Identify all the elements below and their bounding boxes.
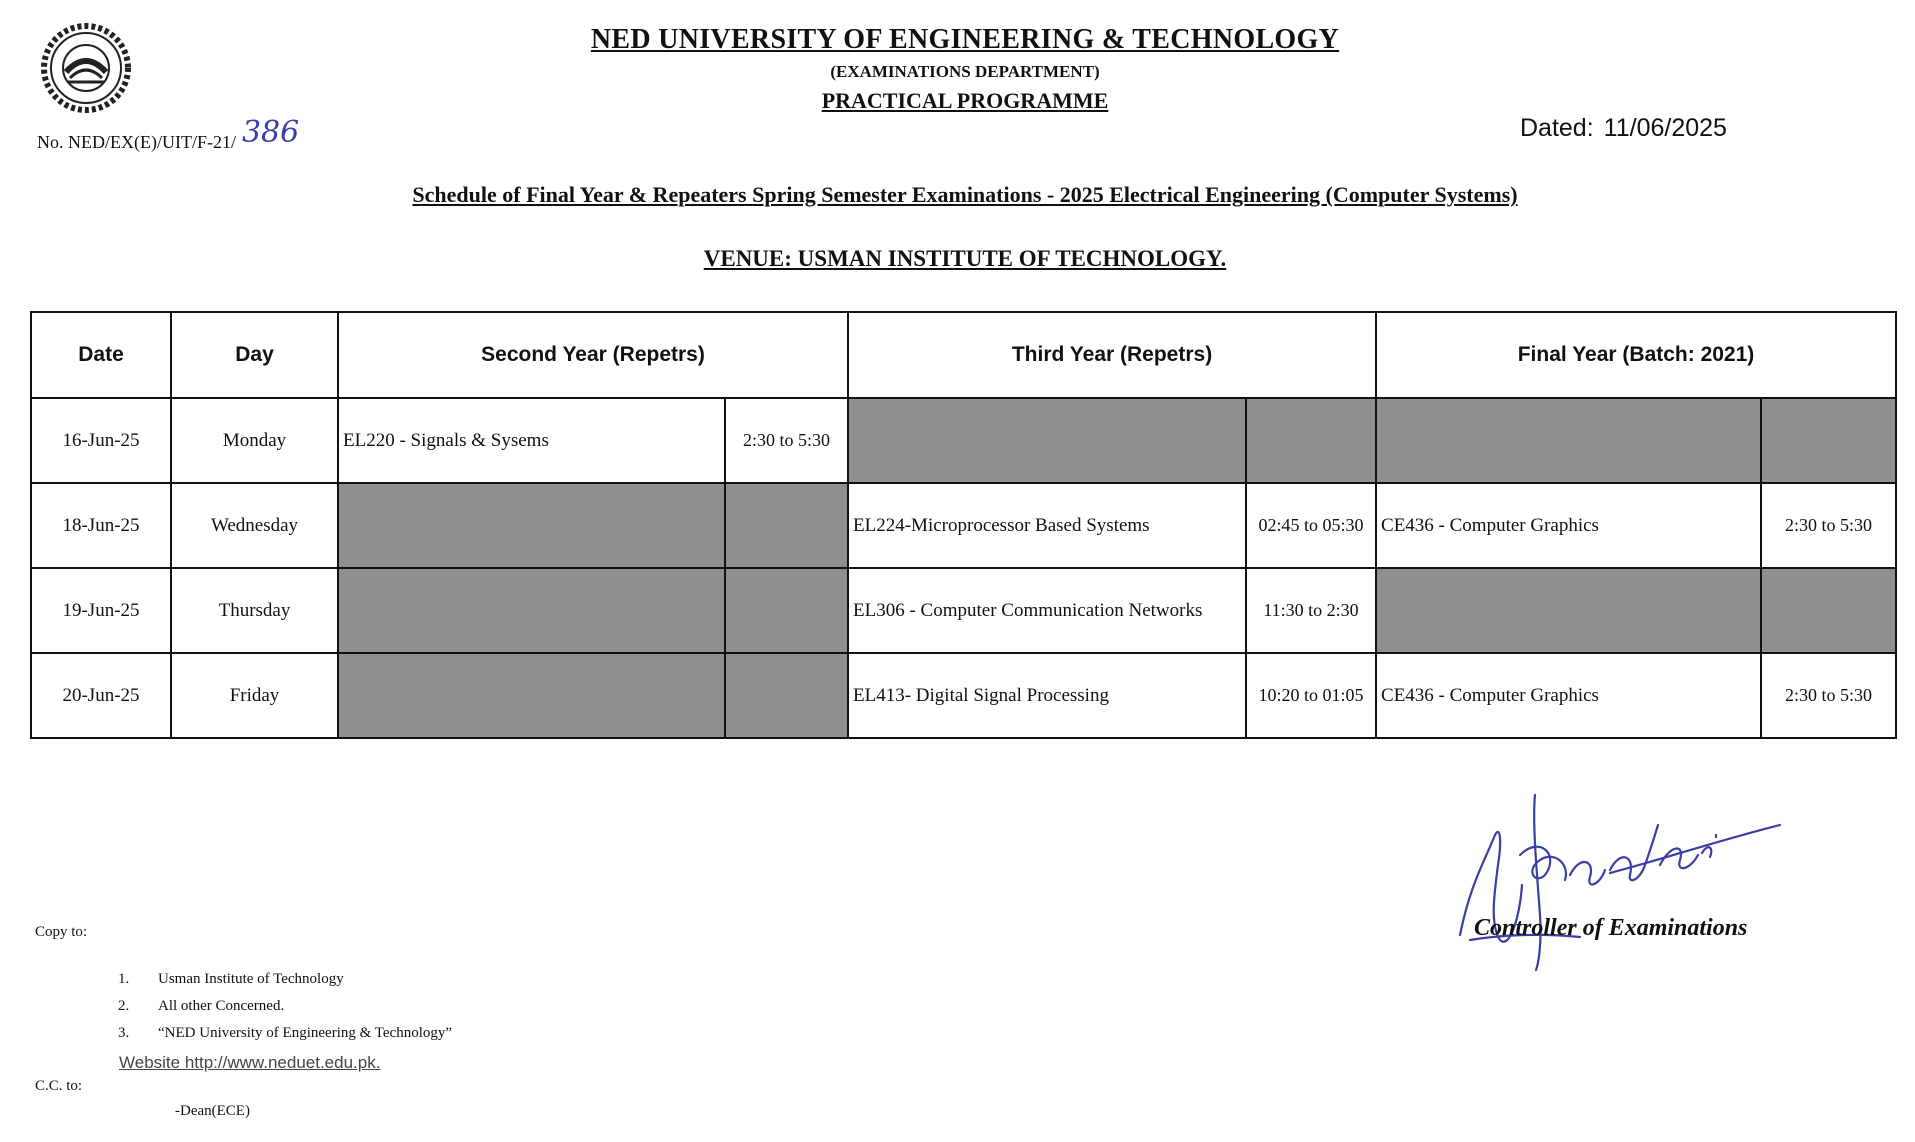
list-item-text: “NED University of Engineering & Technology”: [158, 1025, 453, 1041]
header-third-year: Third Year (Repetrs): [848, 312, 1376, 398]
list-item: [118, 998, 452, 1025]
header-second-year: Second Year (Repetrs): [338, 312, 848, 398]
cell-third-course: EL224-Microprocessor Based Systems: [848, 483, 1246, 568]
cell-second-time: [725, 653, 848, 738]
copy-to-label: Copy to:: [35, 924, 88, 940]
department-name: (EXAMINATIONS DEPARTMENT): [830, 62, 1100, 81]
table-header-row: [31, 312, 1896, 398]
cell-final-course: CE436 - Computer Graphics: [1376, 653, 1761, 738]
reference-number-text: No. NED/EX(E)/UIT/F-21/: [37, 132, 236, 152]
table-row: [31, 568, 1896, 653]
table-row: [31, 398, 1896, 483]
cell-third-course: EL413- Digital Signal Processing: [848, 653, 1246, 738]
cell-second-time: [725, 568, 848, 653]
cell-final-time: [1761, 398, 1896, 483]
cell-second-time: 2:30 to 5:30: [725, 398, 848, 483]
dated-value: 11/06/2025: [1603, 114, 1727, 142]
cell-third-course: [848, 398, 1246, 483]
list-item-number: 3.: [118, 1025, 130, 1041]
header-day: Day: [171, 312, 338, 398]
cell-second-course: [338, 483, 725, 568]
list-item-text: All other Concerned.: [158, 998, 285, 1014]
cell-date: 18-Jun-25: [31, 483, 171, 568]
programme-title: PRACTICAL PROGRAMME: [821, 88, 1109, 113]
dated-label: Dated:: [1520, 114, 1594, 142]
cell-final-time: 2:30 to 5:30: [1761, 653, 1896, 738]
table-row: [31, 653, 1896, 738]
list-item-number: 1.: [118, 971, 130, 987]
cell-date: 16-Jun-25: [31, 398, 171, 483]
cc-item: -Dean(ECE): [175, 1103, 250, 1119]
cc-label: C.C. to:: [35, 1078, 83, 1094]
cell-day: Friday: [171, 653, 338, 738]
cell-final-course: CE436 - Computer Graphics: [1376, 483, 1761, 568]
cell-second-time: [725, 483, 848, 568]
cell-third-time: [1246, 398, 1376, 483]
website-link[interactable]: Website http://www.neduet.edu.pk.: [119, 1053, 381, 1072]
list-item: [118, 1025, 452, 1052]
venue-title: VENUE: USMAN INSTITUTE OF TECHNOLOGY.: [703, 246, 1227, 271]
controller-of-examinations: Controller of Examinations: [1474, 915, 1748, 941]
cell-day: Thursday: [171, 568, 338, 653]
cell-date: 20-Jun-25: [31, 653, 171, 738]
cell-final-time: 2:30 to 5:30: [1761, 483, 1896, 568]
list-item-number: 2.: [118, 998, 130, 1014]
cell-second-course: [338, 568, 725, 653]
cell-day: Monday: [171, 398, 338, 483]
university-name: NED UNIVERSITY OF ENGINEERING & TECHNOLOGY: [590, 24, 1340, 55]
header-date: Date: [31, 312, 171, 398]
signature-handwriting: [1440, 765, 1800, 975]
cell-final-time: [1761, 568, 1896, 653]
reference-number: [37, 115, 300, 156]
copy-to-list: [118, 971, 452, 1052]
cell-third-time: 02:45 to 05:30: [1246, 483, 1376, 568]
cell-third-course: EL306 - Computer Communication Networks: [848, 568, 1246, 653]
exam-schedule-table: [30, 311, 1897, 739]
list-item-text: Usman Institute of Technology: [158, 971, 344, 987]
cell-final-course: [1376, 568, 1761, 653]
dated: [1520, 114, 1727, 143]
cell-second-course: EL220 - Signals & Sysems: [338, 398, 725, 483]
header-final-year: Final Year (Batch: 2021): [1376, 312, 1896, 398]
cell-day: Wednesday: [171, 483, 338, 568]
schedule-title: Schedule of Final Year & Repeaters Spring Semester Examinations - 2025 Electrical Engineering (Computer Systems): [412, 182, 1518, 207]
cell-third-time: 10:20 to 01:05: [1246, 653, 1376, 738]
list-item: [118, 971, 452, 998]
cell-date: 19-Jun-25: [31, 568, 171, 653]
cell-third-time: 11:30 to 2:30: [1246, 568, 1376, 653]
reference-number-handwritten: 386: [241, 115, 300, 150]
cell-final-course: [1376, 398, 1761, 483]
table-row: [31, 483, 1896, 568]
cell-second-course: [338, 653, 725, 738]
